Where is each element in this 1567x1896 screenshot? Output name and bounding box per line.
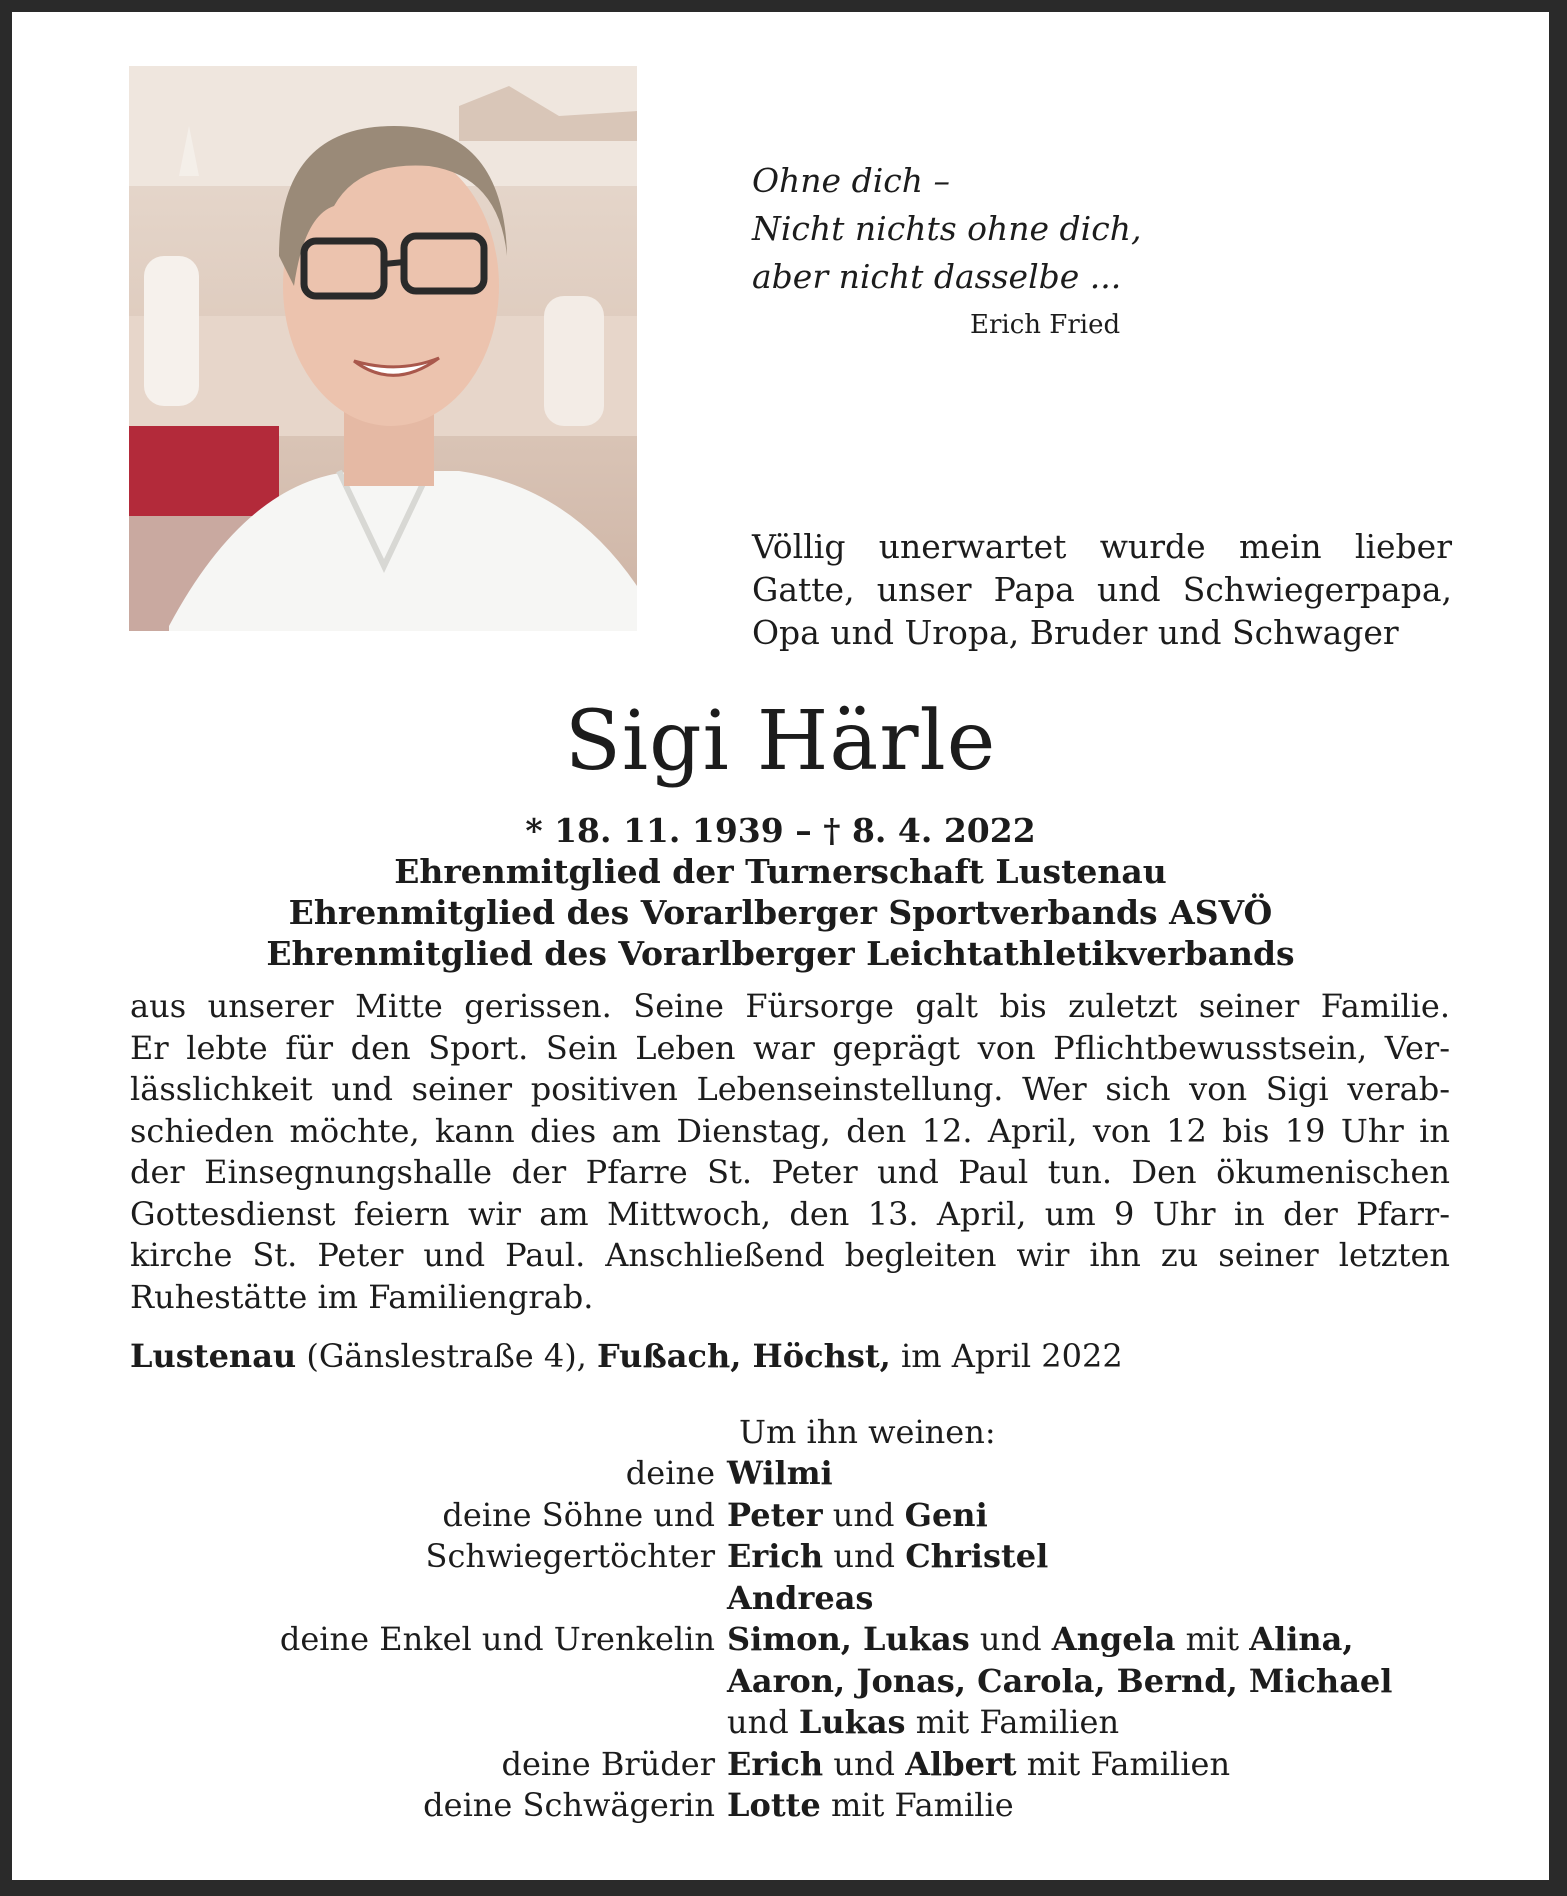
honor-line: Ehrenmitglied des Vorarlberger Leichtathletikverbands	[266, 934, 1295, 973]
mourner-relation	[12, 1578, 727, 1620]
body-line: Ruhestätte im Familiengrab.	[130, 1277, 594, 1316]
portrait-icon	[129, 66, 637, 631]
body-line: lässlichkeit und seiner positiven Lebenseinstellung. Wer sich von Sigi verab-	[130, 1070, 1450, 1108]
intro-line: Opa und Uropa, Bruder und Schwager	[752, 613, 1399, 652]
poem-line: Nicht nichts ohne dich,	[752, 209, 1142, 248]
mourner-name: Lukas	[798, 1703, 906, 1741]
intro-line: Völlig unerwartet wurde mein lieber	[752, 527, 1452, 566]
deceased-details	[12, 810, 1549, 974]
mourner-name: Erich	[727, 1744, 824, 1783]
body-line: schieden möchte, kann dies am Dienstag, den 12. April, von 12 bis 19 Uhr in	[130, 1111, 1450, 1150]
mourner-name: Aaron, Jonas, Carola, Bernd, Michael	[727, 1661, 1393, 1700]
place-address: (Gänslestraße 4),	[296, 1337, 598, 1375]
mourner-name: Simon, Lukas	[727, 1620, 970, 1658]
mourner-names: Erich und Christel	[727, 1537, 1049, 1575]
place-town: Lustenau	[130, 1337, 297, 1375]
poem-line: Ohne dich –	[752, 161, 950, 200]
body-paragraph	[130, 986, 1450, 1318]
mourner-names	[727, 1453, 1549, 1495]
mourner-row	[12, 1536, 1549, 1578]
mourner-relation: deine Brüder	[501, 1744, 715, 1783]
mourner-names: Lotte mit Familie	[727, 1786, 1014, 1824]
mourner-name: Erich	[727, 1537, 824, 1575]
mourner-name: Angela	[1051, 1620, 1176, 1658]
mourner-row	[12, 1785, 1549, 1827]
poem-line: aber nicht dasselbe ...	[752, 257, 1122, 296]
mourner-relation: deine Söhne und	[442, 1495, 715, 1534]
mourners-heading: Um ihn weinen:	[739, 1413, 996, 1451]
mourner-relation: Schwiegertöchter	[425, 1537, 715, 1575]
mourner-row	[12, 1661, 1549, 1703]
mourner-row	[12, 1744, 1549, 1786]
life-dates: * 18. 11. 1939 – † 8. 4. 2022	[525, 811, 1036, 850]
place-date-line	[130, 1336, 1123, 1377]
body-line: kirche St. Peter und Paul. Anschließend begleiten wir ihn zu seiner letzten	[130, 1236, 1450, 1274]
mourners-list	[12, 1453, 1549, 1827]
mourner-relation: deine Enkel und Urenkelin	[279, 1620, 715, 1658]
deceased-name: Sigi Härle	[564, 694, 997, 789]
place-towns: Fußach, Höchst,	[597, 1337, 891, 1375]
honor-line: Ehrenmitglied des Vorarlberger Sportverbands ASVÖ	[288, 893, 1273, 932]
honor-line: Ehrenmitglied der Turnerschaft Lustenau	[394, 852, 1167, 891]
mourner-name: Albert	[905, 1744, 1017, 1783]
mourner-relation	[12, 1661, 727, 1703]
mourner-names	[727, 1661, 1549, 1703]
mourner-names: Peter und Geni	[727, 1495, 988, 1534]
mourner-name: Peter	[727, 1495, 823, 1534]
portrait-photo	[129, 66, 637, 631]
mourner-relation: deine Schwägerin	[423, 1786, 715, 1824]
body-line: Er lebte für den Sport. Sein Leben war geprägt von Pflichtbewusstsein, Ver-	[130, 1028, 1450, 1067]
intro-text	[752, 525, 1452, 654]
mourner-name: Andreas	[727, 1578, 874, 1617]
intro-line: Gatte, unser Papa und Schwiegerpapa,	[752, 570, 1452, 609]
mourner-relation	[12, 1702, 727, 1744]
mourner-name: Geni	[904, 1495, 988, 1534]
mourner-names: Simon, Lukas und Angela mit Alina,	[727, 1620, 1354, 1658]
mourner-names: und Lukas mit Familien	[727, 1703, 1120, 1741]
mourner-name: Alina,	[1249, 1620, 1354, 1658]
place-date: im April 2022	[890, 1337, 1123, 1375]
mourner-name: Wilmi	[727, 1454, 833, 1492]
mourner-relation: deine	[625, 1454, 715, 1492]
obituary-page	[12, 12, 1549, 1880]
mourner-name: Lotte	[727, 1786, 821, 1824]
mourner-names	[727, 1578, 1549, 1620]
mourner-row	[12, 1619, 1549, 1661]
body-line: Gottesdienst feiern wir am Mittwoch, den 13. April, um 9 Uhr in der Pfarr-	[130, 1194, 1450, 1233]
poem-quote	[752, 157, 1141, 345]
mourner-row	[12, 1453, 1549, 1495]
mourner-names: Erich und Albert mit Familien	[727, 1744, 1231, 1783]
mourner-name: Christel	[905, 1537, 1049, 1575]
body-line: der Einsegnungshalle der Pfarre St. Peter und Paul tun. Den ökumenischen	[130, 1153, 1450, 1191]
mourner-row	[12, 1495, 1549, 1537]
poem-author: Erich Fried	[970, 310, 1121, 340]
mourner-row	[12, 1702, 1549, 1744]
mourner-row	[12, 1578, 1549, 1620]
body-line: aus unserer Mitte gerissen. Seine Fürsorge galt bis zuletzt seiner Familie.	[130, 987, 1450, 1025]
